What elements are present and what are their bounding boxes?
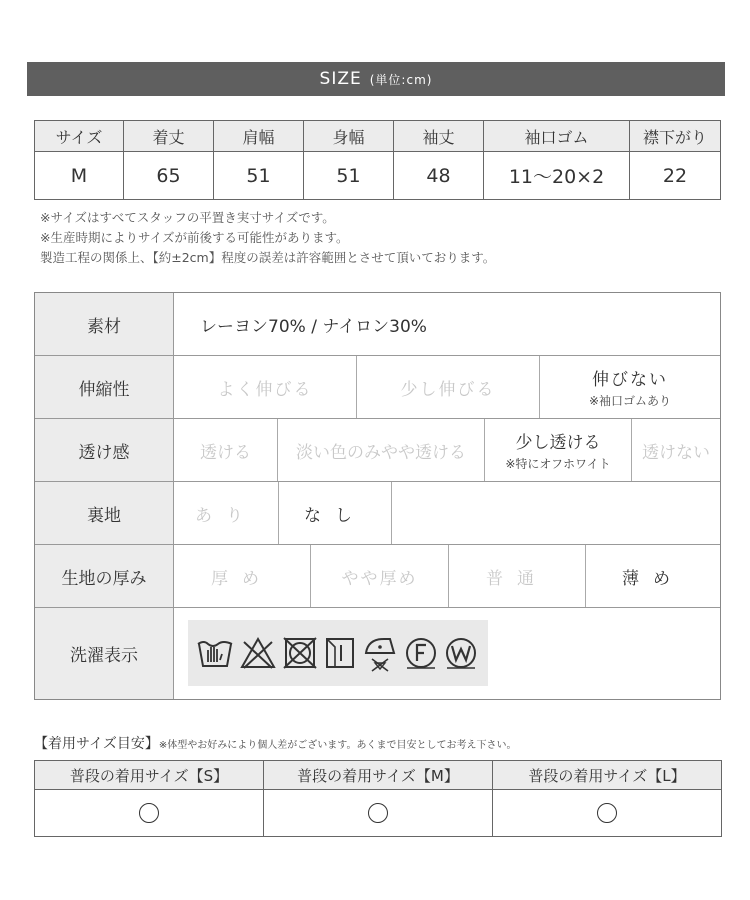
line-dry-icon — [323, 636, 357, 670]
hand-wash-icon — [196, 636, 234, 670]
size-cell: 22 — [630, 152, 721, 200]
stretch-note: ※袖口ゴムあり — [588, 394, 672, 408]
lining-label: 裏地 — [35, 482, 174, 544]
size-cell: M — [35, 152, 124, 200]
material-row-stretch — [35, 356, 720, 419]
sheer-option: 淡い色のみやや透ける — [296, 442, 466, 463]
size-col-header: 袖口ゴム — [484, 121, 630, 152]
fit-guide-cell — [264, 790, 493, 837]
material-row-sheer — [35, 419, 720, 482]
stretch-selected-text: 伸びない — [592, 370, 668, 390]
material-row-lining — [35, 482, 720, 545]
size-notes — [40, 208, 495, 268]
size-col-header: 袖丈 — [394, 121, 484, 152]
fit-guide-note: ※体型やお好みにより個人差がございます。あくまで目安としてお考え下さい。 — [158, 740, 517, 751]
fit-guide-header-row — [35, 761, 722, 790]
fit-guide-col-header: 普段の着用サイズ【S】 — [35, 761, 264, 790]
fit-guide-cell — [35, 790, 264, 837]
size-note: 製造工程の関係上、【約±2cm】程度の誤差は許容範囲とさせて頂いております。 — [40, 250, 496, 265]
sheer-option-selected — [485, 419, 631, 481]
fit-guide-title: 【着用サイズ目安】 — [34, 736, 159, 752]
thickness-option-selected: 薄め — [622, 568, 684, 589]
thickness-label: 生地の厚み — [35, 545, 174, 607]
material-table — [34, 292, 721, 700]
thickness-option: やや厚め — [341, 568, 418, 589]
sheer-selected-text: 少し透ける — [515, 433, 601, 453]
size-cell: 51 — [214, 152, 304, 200]
stretch-option: よく伸びる — [217, 379, 313, 400]
care-symbols-image — [188, 620, 488, 686]
stretch-option-selected — [540, 356, 720, 418]
size-note: ※生産時期によりサイズが前後する可能性があります。 — [40, 230, 349, 245]
fit-guide-table — [34, 760, 722, 837]
lining-option: あり — [195, 505, 257, 526]
divider — [391, 482, 392, 544]
sheer-note: ※特にオフホワイト — [505, 457, 611, 471]
fit-circle-mark-m — [368, 803, 388, 823]
sheer-option: 透けない — [642, 442, 710, 463]
material-row-fabric — [35, 293, 720, 356]
stretch-option: 少し伸びる — [400, 379, 496, 400]
thickness-option: 厚め — [211, 568, 273, 589]
wet-clean-w-icon — [443, 635, 479, 671]
size-header-unit: (単位:cm) — [369, 72, 433, 87]
size-header-bar — [27, 62, 725, 96]
size-cell: 11〜20×2 — [484, 152, 630, 200]
size-cell: 48 — [394, 152, 484, 200]
size-col-header: 身幅 — [304, 121, 394, 152]
size-cell: 65 — [124, 152, 214, 200]
lining-option-selected: なし — [304, 505, 366, 526]
fabric-value: レーヨン70% / ナイロン30% — [200, 316, 427, 337]
fit-guide-row — [35, 790, 722, 837]
fit-guide-heading — [34, 733, 516, 753]
size-col-header: 肩幅 — [214, 121, 304, 152]
no-bleach-icon — [239, 636, 277, 670]
material-row-thickness — [35, 545, 720, 608]
stretch-label: 伸縮性 — [35, 356, 174, 418]
low-iron-icon — [362, 633, 398, 673]
size-table — [34, 120, 721, 200]
size-col-header: 襟下がり — [630, 121, 721, 152]
fit-guide-col-header: 普段の着用サイズ【M】 — [264, 761, 493, 790]
size-cell: 51 — [304, 152, 394, 200]
material-row-care — [35, 608, 720, 699]
fit-circle-mark-s — [139, 803, 159, 823]
size-col-header: サイズ — [35, 121, 124, 152]
fit-guide-col-header: 普段の着用サイズ【L】 — [493, 761, 722, 790]
sheer-label: 透け感 — [35, 419, 174, 481]
care-label: 洗濯表示 — [35, 608, 174, 699]
size-col-header: 着丈 — [124, 121, 214, 152]
fit-circle-mark-l — [597, 803, 617, 823]
size-note: ※サイズはすべてスタッフの平置き実寸サイズです。 — [40, 210, 335, 225]
fabric-label: 素材 — [35, 293, 174, 355]
size-header-title: SIZE — [319, 69, 362, 89]
size-table-header-row — [35, 121, 721, 152]
no-tumble-dry-icon — [282, 636, 318, 670]
thickness-option: 普通 — [486, 568, 548, 589]
fit-guide-cell — [493, 790, 722, 837]
size-table-row — [35, 152, 721, 200]
sheer-option: 透ける — [200, 442, 251, 463]
dry-clean-f-icon — [403, 635, 439, 671]
